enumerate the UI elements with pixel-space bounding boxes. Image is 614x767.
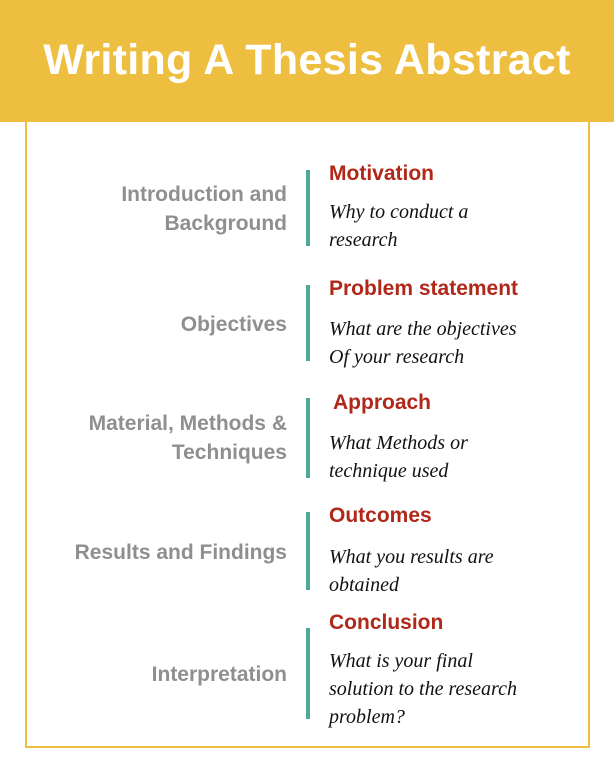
section-description [329, 429, 468, 485]
section-heading: Outcomes [329, 504, 432, 527]
section-heading: Conclusion [329, 611, 444, 634]
desc-line: Why to conduct a [329, 201, 469, 223]
section-description [329, 647, 517, 731]
section-description [329, 543, 494, 599]
section-description [329, 315, 517, 371]
desc-line: What is your final [329, 650, 473, 672]
desc-line: What Methods or [329, 432, 468, 454]
section-label: Introduction and Background [121, 183, 287, 235]
divider-bar [306, 170, 310, 246]
divider-bar [306, 285, 310, 361]
divider-bar [306, 398, 310, 478]
desc-line: What are the objectives [329, 318, 517, 340]
divider-bar [306, 628, 310, 719]
header-banner [0, 0, 614, 122]
page-title: Writing A Thesis Abstract [43, 36, 571, 84]
section-heading: Approach [333, 391, 432, 414]
desc-line: obtained [329, 574, 399, 596]
section-label: Interpretation [151, 663, 287, 686]
section-label: Results and Findings [74, 541, 287, 564]
section-heading: Problem statement [329, 277, 519, 300]
section-description [329, 198, 468, 254]
desc-line: problem? [329, 706, 405, 728]
desc-line: What you results are [329, 546, 494, 568]
desc-line: research [329, 229, 398, 251]
desc-line: technique used [329, 460, 449, 482]
section-label: Material, Methods & Techniques [88, 412, 287, 464]
divider-bar [306, 512, 310, 590]
desc-line: solution to the research [329, 678, 517, 700]
desc-line: Of your research [329, 346, 465, 368]
section-heading: Motivation [329, 162, 434, 185]
section-label: Objectives [180, 313, 287, 336]
